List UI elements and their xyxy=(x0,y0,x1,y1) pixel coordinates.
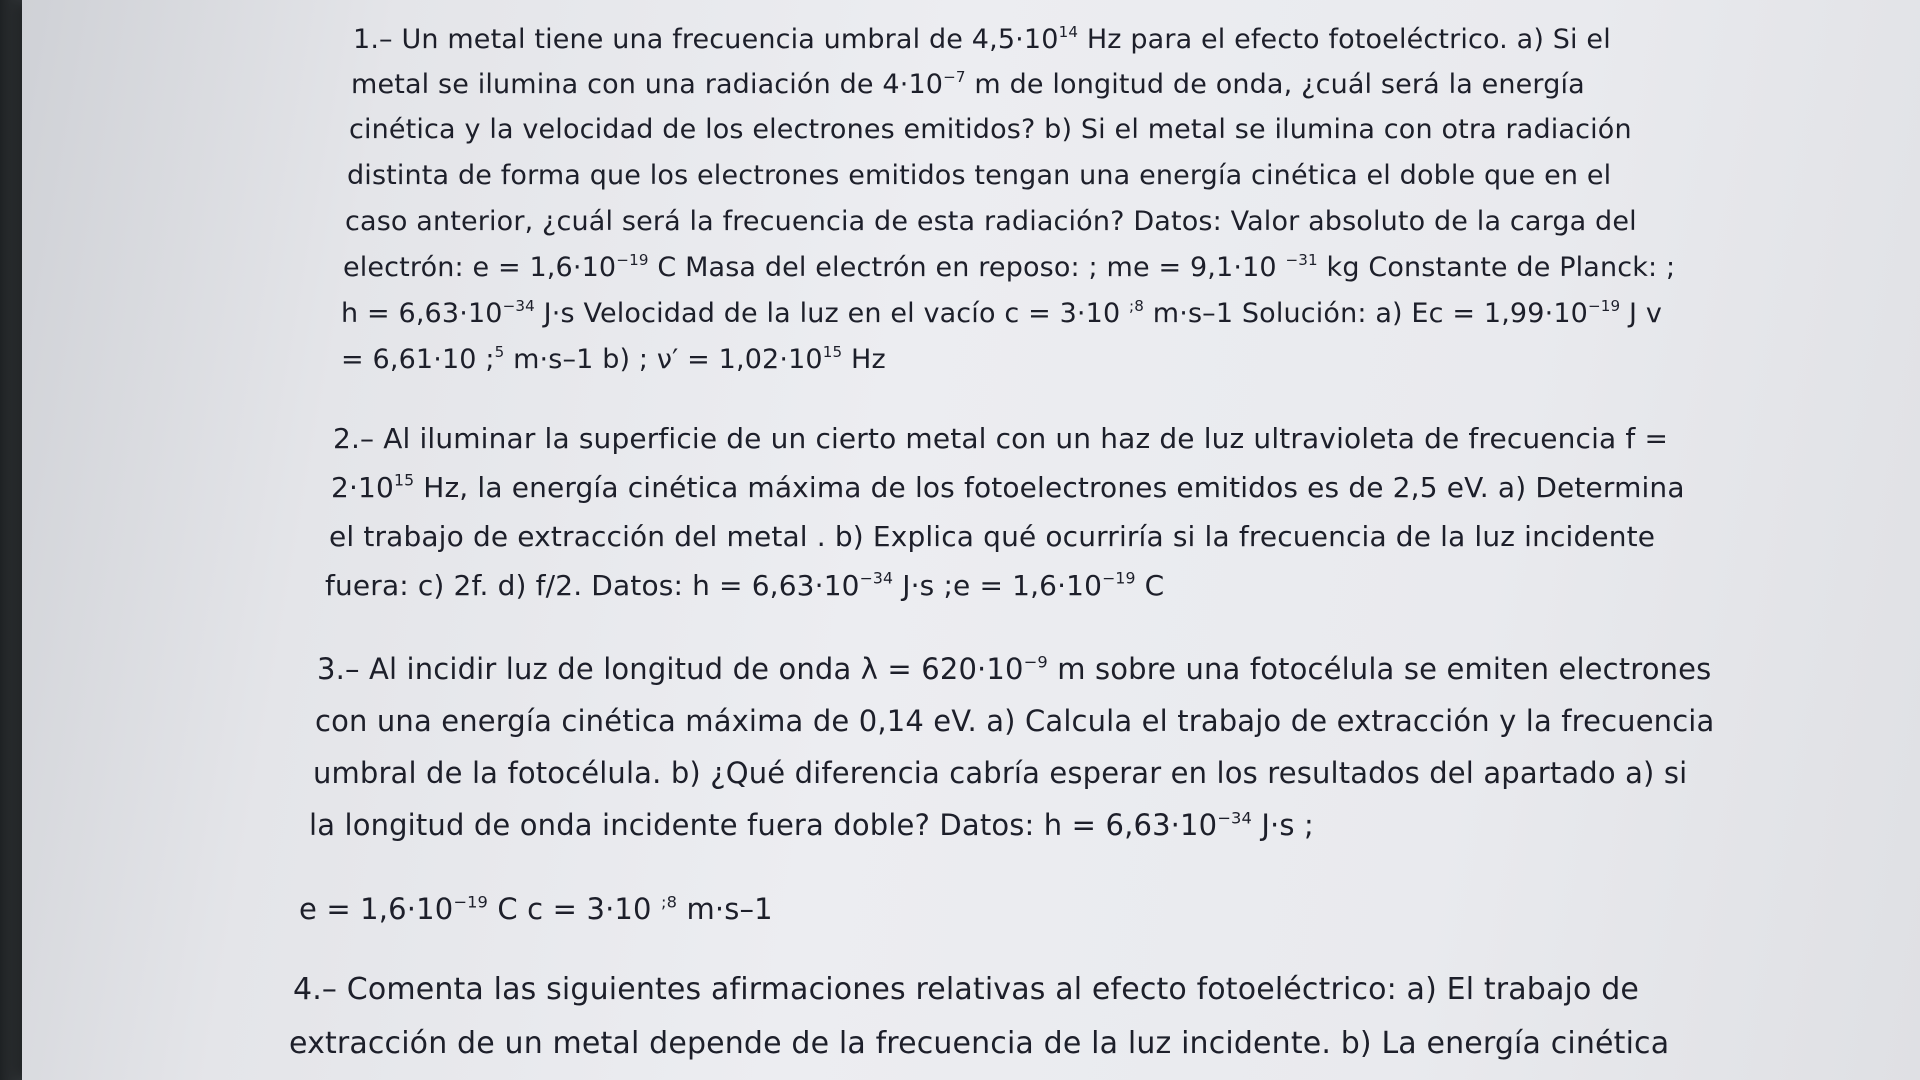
problem-3-line-3: umbral de la fotocélula. b) ¿Qué diferencia cabría esperar en los resultados del apartado a) si xyxy=(313,756,1688,790)
problem-1-line-4: distinta de forma que los electrones emitidos tengan una energía cinética el doble que en el xyxy=(347,160,1612,191)
problem-1-line-6: electrón: $e = 1,6\cdot 10^{-19}$ C Masa del electrón en reposo: ; me = 9,1·10 $^{-31}$ kg Constante de Planck: ; xyxy=(343,251,1676,283)
problem-3-line-2: con una energía cinética máxima de 0,14 eV. a) Calcula el trabajo de extracción y la frecuencia xyxy=(315,704,1715,738)
problem-2-line-4: fuera: c) 2f. d) f/2. Datos: $h = 6,63\cdot 10^{-34}$ J·s ;e = $1,6\cdot 10^{-19}$ C xyxy=(325,568,1165,602)
problem-1-line-7: $h = 6,63\cdot 10^{-34}$ J·s Velocidad de la luz en el vacío c = 3·10 $^{;8}$ m·s–1 Solución: a) $Ec = 1,99\cdot 10^{-19}$ J v xyxy=(341,297,1663,329)
problem-3-line-5: $e = 1,6\cdot 10^{-19}$ C c = 3·10 $^{;8}$ m·s–1 xyxy=(299,892,773,926)
problem-1-line-2: metal se ilumina con una radiación de $4\cdot 10^{-7}$ m de longitud de onda, ¿cuál será la energía xyxy=(351,68,1585,100)
problem-3-line-4: la longitud de onda incidente fuera doble? Datos: $h = 6,63\cdot 10^{-34}$ J·s ; xyxy=(309,808,1314,842)
problem-2-line-1: 2.– Al iluminar la superficie de un cierto metal con un haz de luz ultravioleta de frecuencia f = xyxy=(333,422,1669,455)
problem-1-line-1: 1.– Un metal tiene una frecuencia umbral de $4,5\cdot 10^{14}$ Hz para el efecto fotoeléctrico. a) Si el xyxy=(353,23,1611,55)
problem-4-line-2: extracción de un metal depende de la frecuencia de la luz incidente. b) La energía cinética xyxy=(289,1026,1670,1061)
problem-1-line-8: = 6,61·10 ;$^5$ m·s–1 b) ; $\nu' = 1,02\cdot 10^{15}$ Hz xyxy=(341,343,886,375)
paper-sheet xyxy=(22,0,1920,1080)
problem-2-line-2: $2\cdot 10^{15}$ Hz, la energía cinética máxima de los fotoelectrones emitidos es de 2,5 eV. a) Determina xyxy=(331,470,1685,504)
problem-4-line-1: 4.– Comenta las siguientes afirmaciones relativas al efecto fotoeléctrico: a) El trabajo de xyxy=(293,972,1640,1007)
problem-1-line-5: caso anterior, ¿cuál será la frecuencia de esta radiación? Datos: Valor absoluto de la carga del xyxy=(345,206,1637,237)
problem-3-line-1: 3.– Al incidir luz de longitud de onda $\lambda = 620\cdot 10^{-9}$ m sobre una fotocélula se emiten electrones xyxy=(317,652,1712,686)
problem-2-line-3: el trabajo de extracción del metal . b) Explica qué ocurriría si la frecuencia de la luz incidente xyxy=(329,520,1656,553)
problem-1-line-3: cinética y la velocidad de los electrones emitidos? b) Si el metal se ilumina con otra radiación xyxy=(349,114,1632,145)
